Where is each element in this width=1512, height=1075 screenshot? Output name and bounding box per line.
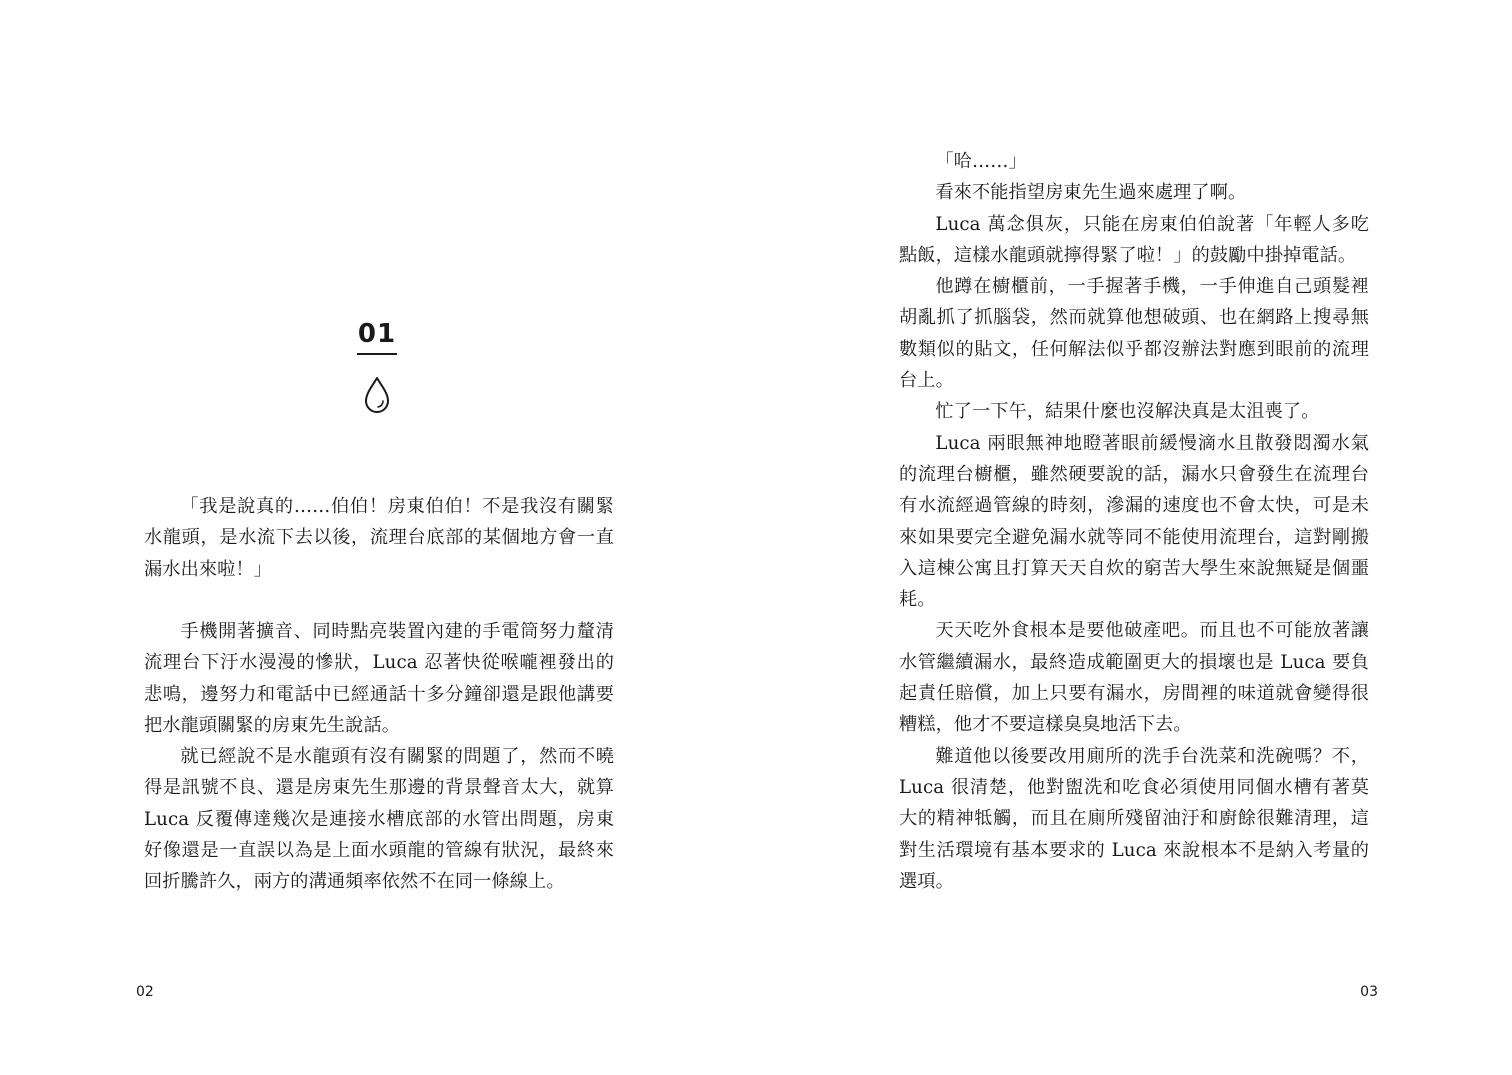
chapter-number: 01 (357, 318, 397, 355)
paragraph: 他蹲在櫥櫃前，一手握著手機，一手伸進自己頭髮裡胡亂抓了抓腦袋，然而就算他想破頭、也在網路上搜尋無數類似的貼文，任何解法似乎都沒辦法對應到眼前的流理台上。 (899, 276, 1369, 392)
water-drop-icon (362, 375, 392, 415)
paragraph: 天天吃外食根本是要他破產吧。而且也不可能放著讓水管繼續漏水，最終造成範圍更大的損壞也是 Luca 要負起責任賠償，加上只要有漏水，房間裡的味道就會變得很糟糕，他才不要這樣臭臭地活下去。 (899, 620, 1369, 736)
paragraph: 忙了一下午，結果什麼也沒解決真是太沮喪了。 (935, 401, 1320, 423)
paragraph: 難道他以後要改用廁所的洗手台洗菜和洗碗嗎？不，Luca 很清楚，他對盥洗和吃食必須使用同個水槽有著莫大的精神牴觸，而且在廁所殘留油汙和廚餘很難清理，這對生活環境有基本要求的 Luca 來說根本不是納入考量的選項。 (899, 745, 1369, 892)
chapter-heading (332, 318, 422, 415)
paragraph: 就已經說不是水龍頭有沒有關緊的問題了，然而不曉得是訊號不良、還是房東先生那邊的背景聲音太大，就算 Luca 反覆傳達幾次是連接水槽底部的水管出問題，房東好像還是一直誤以為是上面水頭龍的管線有狀況，最終來回折騰許久，兩方的溝通頻率依然不在同一條線上。 (144, 746, 614, 893)
paragraph: 手機開著擴音、同時點亮裝置內建的手電筒努力釐清流理台下汙水漫漫的慘狀，Luca 忍著快從喉嚨裡發出的悲鳴，邊努力和電話中已經通話十多分鐘卻還是跟他講要把水龍頭關緊的房東先生說話。 (144, 621, 614, 736)
paragraph: 「哈……」 (935, 151, 1027, 172)
paragraph: 「我是說真的……伯伯！房東伯伯！不是我沒有關緊水龍頭，是水流下去以後，流理台底部的某個地方會一直漏水出來啦！」 (144, 496, 614, 580)
right-page (756, 0, 1512, 1075)
left-body-text (144, 616, 614, 898)
right-body-text (899, 146, 1369, 897)
paragraph: 看來不能指望房東先生過來處理了啊。 (935, 182, 1247, 204)
paragraph: Luca 萬念俱灰，只能在房東伯伯說著「年輕人多吃點飯，這樣水龍頭就擰得緊了啦！」的鼓勵中掛掉電話。 (899, 213, 1369, 266)
opening-dialogue (144, 491, 614, 585)
paragraph: Luca 兩眼無神地瞪著眼前緩慢滴水且散發悶濁水氣的流理台櫥櫃，雖然硬要說的話，漏水只會發生在流理台有水流經過管線的時刻，滲漏的速度也不會太快，可是未來如果要完全避免漏水就等同不能使用流理台，這對剛搬入這棟公寓且打算天天自炊的窮苦大學生來說無疑是個噩耗。 (899, 432, 1369, 611)
page-number: 02 (136, 984, 154, 1000)
page-number: 03 (1360, 984, 1378, 1000)
